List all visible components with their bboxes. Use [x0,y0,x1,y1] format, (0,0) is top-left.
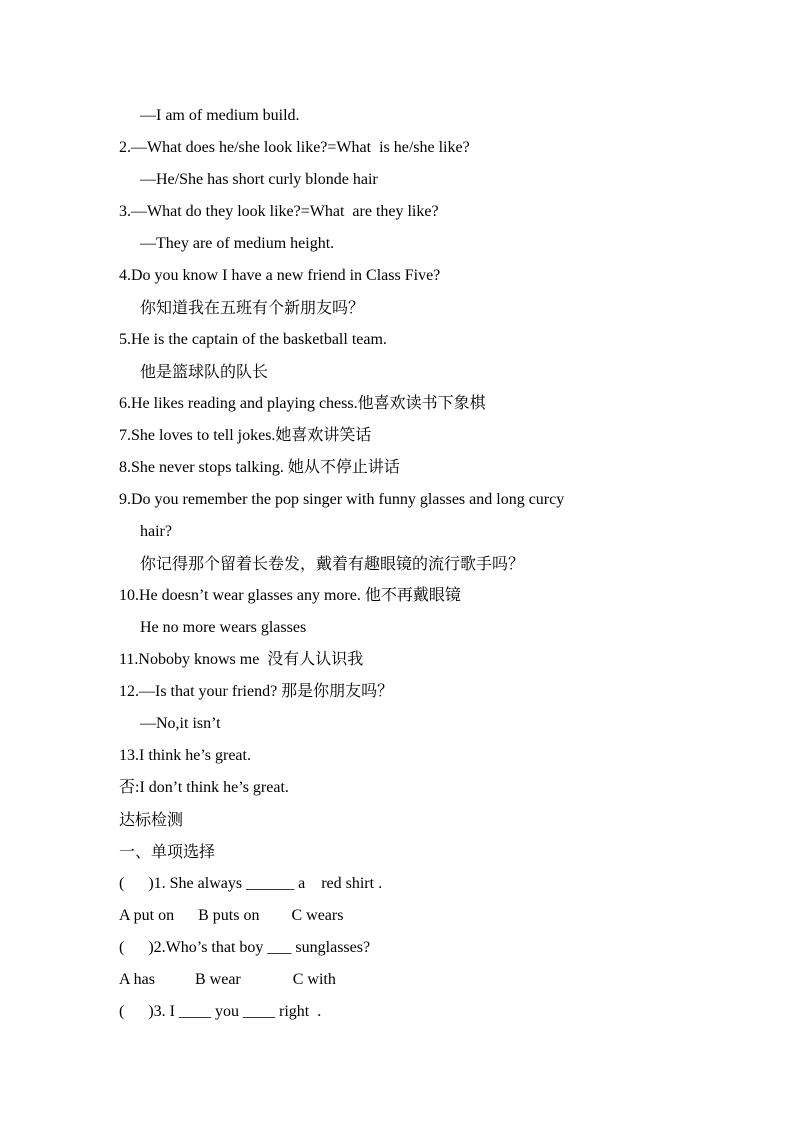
text-line-4: 3.—What do they look like?=What are they like? [119,203,439,220]
question-1-options: A put on B puts on C wears [119,907,344,924]
text-line-16: 10.He doesn’t wear glasses any more. 他不再戴眼镜 [119,587,461,604]
text-line-2: 2.—What does he/she look like?=What is he/she like? [119,139,470,156]
text-line-21: 13.I think he’s great. [119,747,251,764]
text-line-5: —They are of medium height. [140,235,335,252]
text-line-7: 你知道我在五班有个新朋友吗？ [140,298,365,317]
text-line-3: —He/She has short curly blonde hair [140,171,378,188]
text-line-19: 12.—Is that your friend? 那是你朋友吗？ [119,683,394,700]
text-line-11: 7.She loves to tell jokes.她喜欢讲笑话 [119,427,372,444]
text-line-15: 你记得那个留着长卷发，戴着有趣眼镜的流行歌手吗？ [140,554,525,573]
text-line-12: 8.She never stops talking. 她从不停止讲话 [119,459,400,476]
text-line-13: 9.Do you remember the pop singer with funny glasses and long curcy [119,491,565,508]
text-line-18: 11.Noboby knows me 没有人认识我 [119,651,364,668]
text-line-1: —I am of medium build. [140,107,300,124]
text-line-22: 否:I don’t think he’s great. [119,779,289,796]
text-line-10: 6.He likes reading and playing chess.他喜欢读书下象棋 [119,395,486,412]
question-1: ( )1. She always ______ a red shirt . [119,875,383,892]
text-line-6: 4.Do you know I have a new friend in Class Five? [119,267,441,284]
section-subtitle: 一、单项选择 [119,842,216,861]
text-line-14: hair? [140,523,172,540]
section-title: 达标检测 [119,810,184,829]
text-line-20: —No,it isn’t [140,715,221,732]
question-3: ( )3. I ____ you ____ right . [119,1003,322,1020]
question-2-options: A has B wear C with [119,971,336,988]
text-line-17: He no more wears glasses [140,619,307,636]
text-line-8: 5.He is the captain of the basketball team. [119,331,387,348]
question-2: ( )2.Who’s that boy ___ sunglasses? [119,939,371,956]
text-line-9: 他是篮球队的队长 [140,362,269,381]
